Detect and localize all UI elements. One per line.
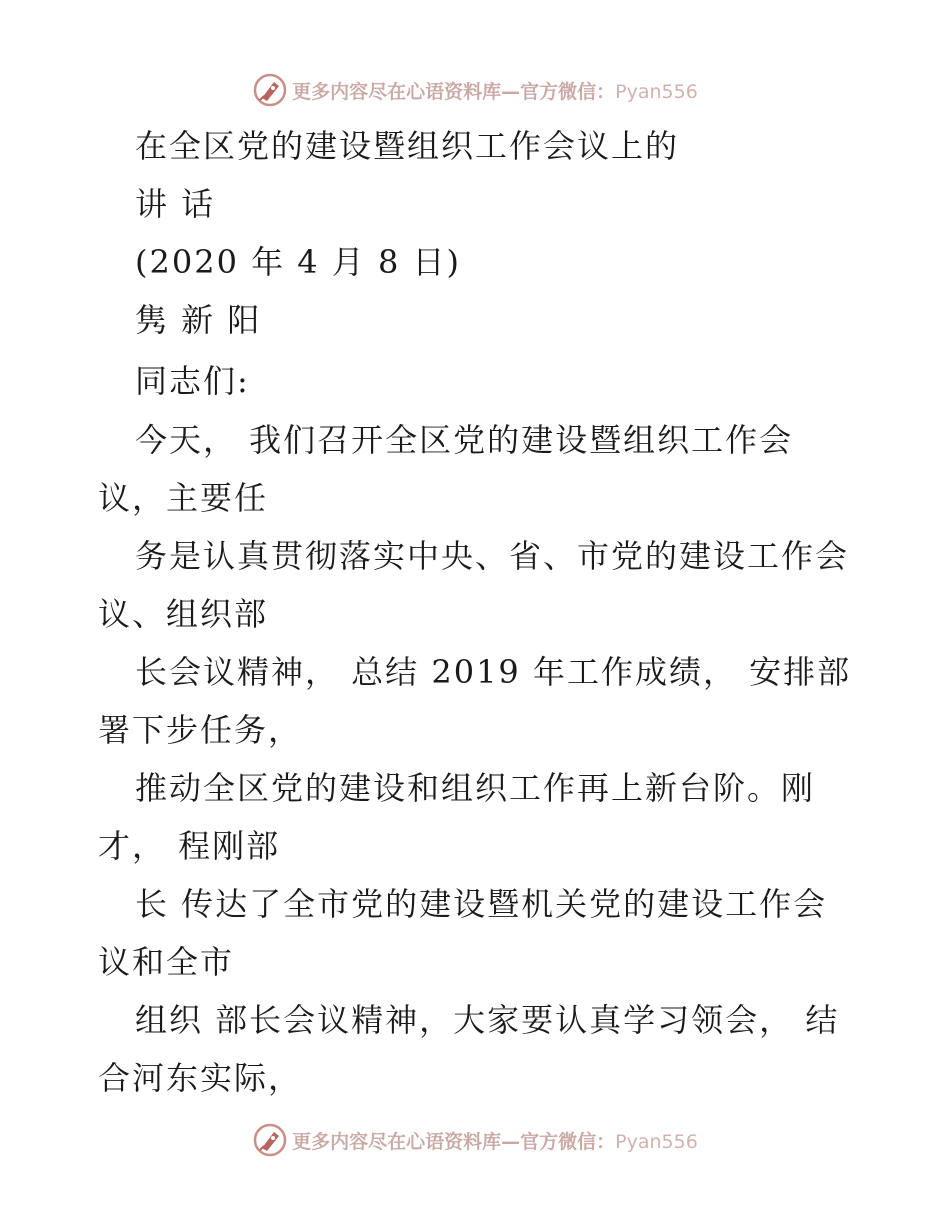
watermark-text [292, 77, 698, 104]
watermark-id: Pyan556 [615, 80, 698, 103]
doc-paragraph-line: 长 传达了全市党的建设暨机关党的建设工作会 [135, 885, 828, 923]
doc-title-line-1: 在全区党的建设暨组织工作会议上的 [135, 127, 680, 165]
doc-salutation: 同志们: [135, 362, 250, 400]
footer-watermark [0, 1120, 950, 1160]
doc-paragraph-line: 务是认真贯彻落实中央、省、市党的建设工作会 [135, 537, 850, 575]
doc-paragraph-line: 才， 程刚部 [98, 827, 281, 865]
watermark-label: 更多内容尽在心语资料库—官方微信： [292, 1130, 616, 1153]
doc-paragraph-line: 组织 部长会议精神，大家要认真学习领会， 结 [135, 1001, 840, 1039]
doc-paragraph-line: 署下步任务， [98, 711, 303, 749]
doc-paragraph-line: 今天， 我们召开全区党的建设暨组织工作会 [135, 421, 794, 459]
watermark-label: 更多内容尽在心语资料库—官方微信： [292, 80, 616, 103]
doc-date: (2020 年 4 月 8 日) [135, 243, 461, 281]
doc-paragraph-line: 议，主要任 [98, 479, 269, 517]
doc-paragraph-line: 议、组织部 [98, 595, 269, 633]
doc-paragraph-line: 议和全市 [98, 943, 235, 981]
pen-nib-logo-icon [252, 72, 288, 108]
pen-nib-logo-icon [252, 1122, 288, 1158]
header-watermark [0, 70, 950, 110]
doc-title-line-2: 讲 话 [135, 185, 216, 223]
doc-paragraph-line: 长会议精神， 总结 2019 年工作成绩， 安排部 [135, 653, 852, 691]
watermark-text [292, 1127, 698, 1154]
watermark-id: Pyan556 [615, 1130, 698, 1153]
doc-author: 隽 新 阳 [135, 301, 262, 339]
doc-paragraph-line: 合河东实际， [98, 1059, 303, 1097]
doc-paragraph-line: 推动全区党的建设和组织工作再上新台阶。刚 [135, 769, 816, 807]
